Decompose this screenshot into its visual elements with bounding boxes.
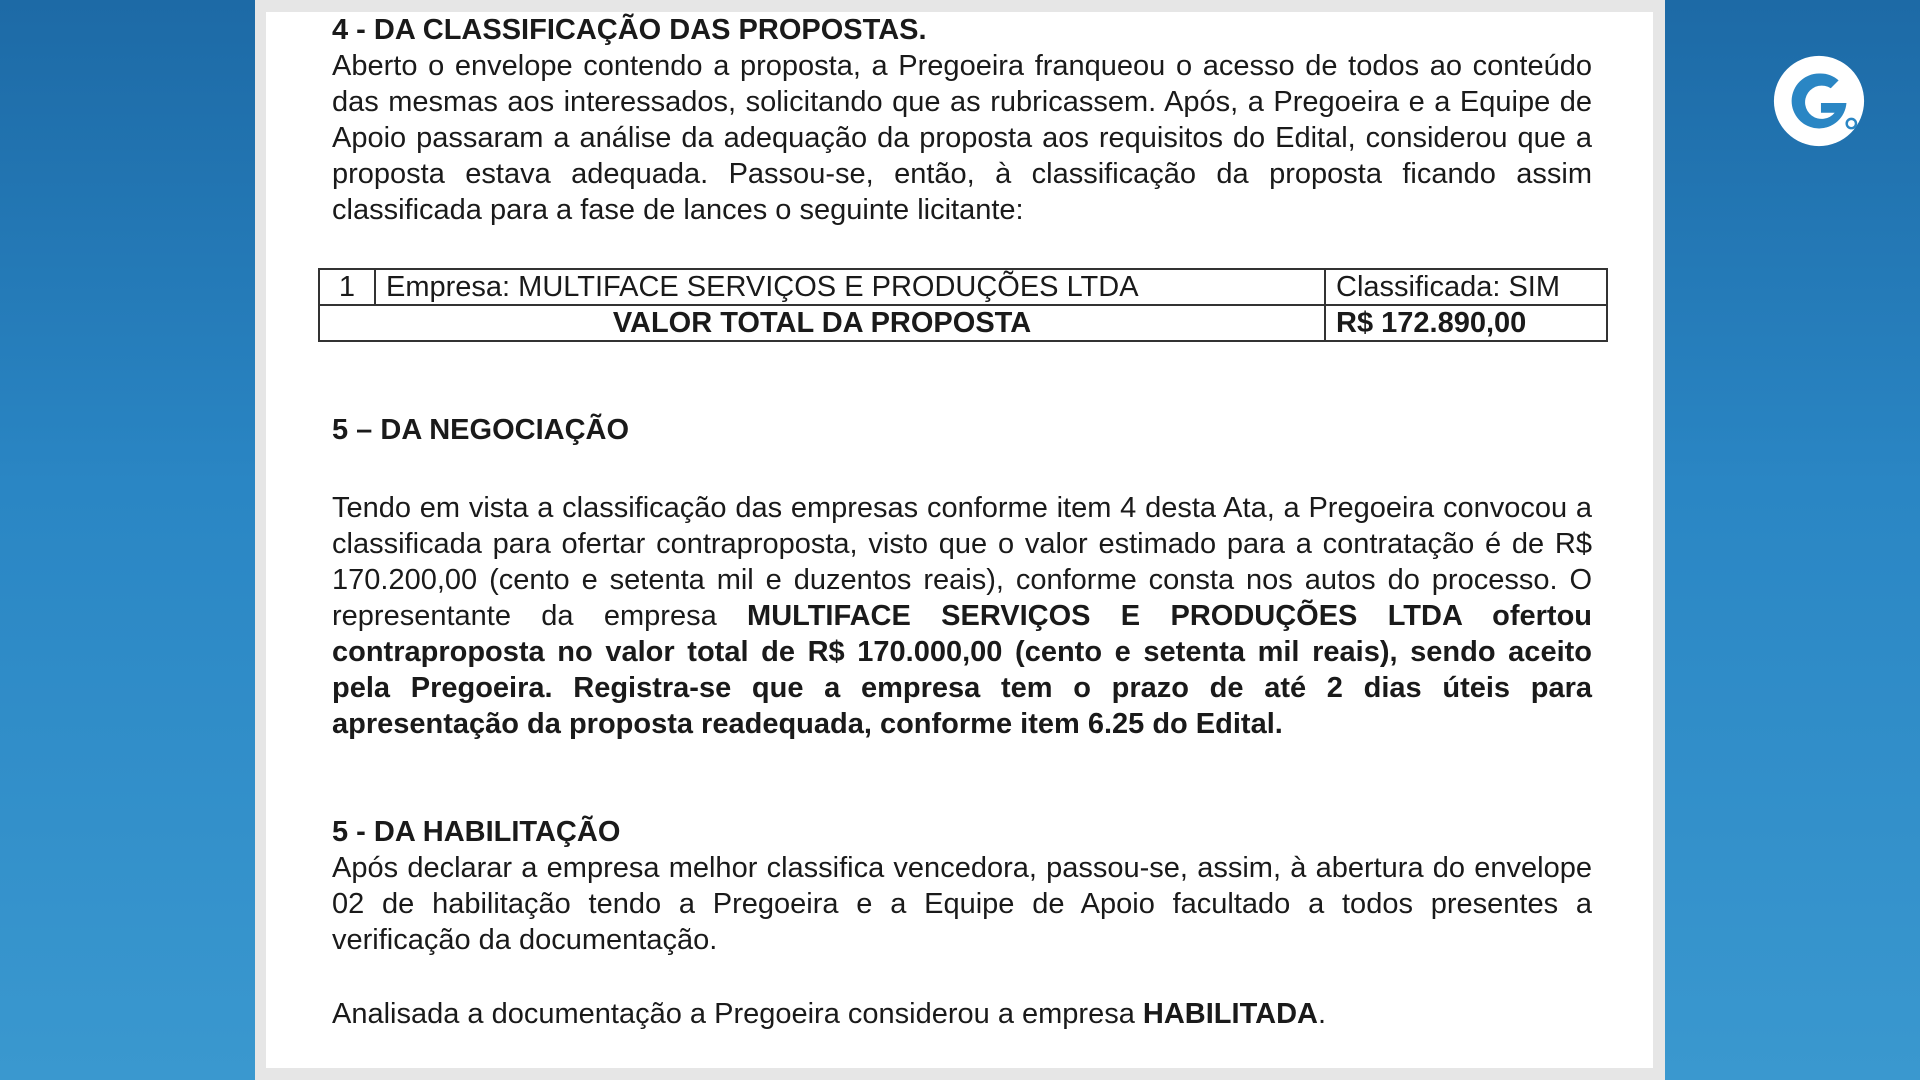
total-value-cell: R$ 172.890,00 [1325,305,1607,341]
conclusion-line [332,996,1592,1032]
negotiation-text [332,490,1592,742]
table-row [319,269,1607,305]
section-5-negotiation-title: 5 – DA NEGOCIAÇÃO [332,414,630,446]
g-circle-logo-icon [1770,52,1868,150]
conclusion-normal: Analisada a documentação a Pregoeira considerou a empresa [332,998,1143,1030]
negotiation-section [332,412,1592,448]
classification-table [318,268,1608,342]
section-4-body: Aberto o envelope contendo a proposta, a Pregoeira franqueou o acesso de todos ao conteúdo das mesmas aos interessados, solicitando que as rubricassem. Após, a Pregoeira e a Equipe de Apoio passaram a análise da adequação da proposta aos requisitos do Edital, considerou que a proposta estava adequada. Passou-se, então, à classificação da proposta ficando assim classificada para a fase de lances o seguinte licitante: [332,50,1592,226]
conclusion-bold: HABILITADA [1142,998,1318,1030]
section-5-habilitation-title: 5 - DA HABILITAÇÃO [332,816,621,848]
negotiation-body [332,490,1592,742]
negotiation-body-normal: Tendo em vista a classificação das empresas conforme item 4 desta Ata, a Pregoeira convocou a classificada para ofertar contraproposta, visto que o valor estimado para a contratação é de R$ 170.200,00 (cento e setenta mil e duzentos reais), conforme consta nos autos do processo. O representante da empresa [332,492,1592,632]
document-text [332,12,1592,228]
row-number: 1 [319,269,375,305]
conclusion-end: . [1317,998,1327,1030]
habilitation-body: Após declarar a empresa melhor classifica vencedora, passou-se, assim, à abertura do envelope 02 de habilitação tendo a Pregoeira e a Equipe de Apoio facultado a todos presentes a verificação da documentação. [332,852,1592,956]
table-row [319,305,1607,341]
total-label-cell: VALOR TOTAL DA PROPOSTA [319,305,1325,341]
negotiation-body-bold: MULTIFACE SERVIÇOS E PRODUÇÕES LTDA ofertou contraproposta no valor total de R$ 170.000,00 (cento e setenta mil reais), sendo aceito pela Pregoeira. Registra-se que a empresa tem o prazo de até 2 dias úteis para apresentação da proposta readequada, conforme item 6.25 do Edital. [332,600,1593,740]
section-4-title: 4 - DA CLASSIFICAÇÃO DAS PROPOSTAS. [332,14,927,46]
status-cell: Classificada: SIM [1325,269,1607,305]
habilitation-conclusion [332,996,1592,1032]
company-cell: Empresa: MULTIFACE SERVIÇOS E PRODUÇÕES LTDA [375,269,1325,305]
habilitation-section [332,814,1592,958]
